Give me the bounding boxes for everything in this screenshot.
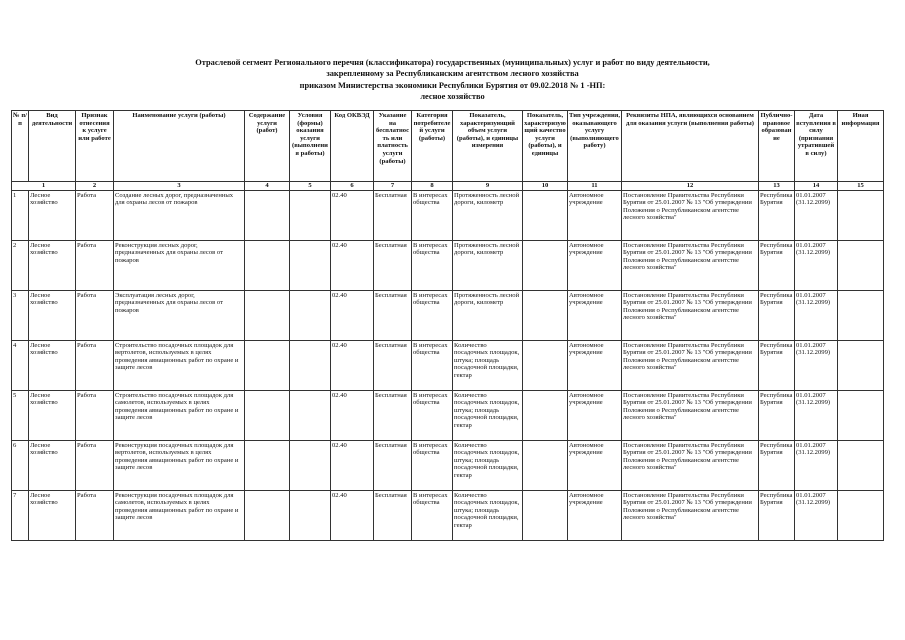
activity-type-cell: Лесное хозяйство xyxy=(29,390,76,440)
column-number-cell: 12 xyxy=(622,182,759,191)
activity-type-cell: Лесное хозяйство xyxy=(29,290,76,340)
service-conditions-cell xyxy=(290,290,331,340)
legal-basis-cell: Постановление Правительства Республики Бурятия от 25.01.2007 № 13 "Об утверждении Положения о Республиканском агентстве лесного хозяйства" xyxy=(622,290,759,340)
okved-code-cell: 02.40 xyxy=(331,490,374,540)
column-number-cell: 2 xyxy=(76,182,114,191)
activity-type-cell: Лесное хозяйство xyxy=(29,340,76,390)
service-conditions-cell xyxy=(290,190,331,240)
heading-line-3: приказом Министерства экономики Республики Бурятия от 09.02.2018 № 1 -НП: xyxy=(299,80,606,90)
institution-type-cell: Автономное учреждение xyxy=(568,390,622,440)
public-entity-cell: Республика Бурятия xyxy=(759,340,795,390)
service-content-cell xyxy=(245,340,290,390)
payment-cell: Бесплатная xyxy=(374,240,412,290)
service-conditions-cell xyxy=(290,390,331,440)
header-cell: Реквизиты НПА, являющихся основанием для оказания услуги (выполнения работы) xyxy=(622,111,759,182)
effective-date-cell: 01.01.2007 (31.12.2099) xyxy=(795,390,838,440)
column-number-cell: 15 xyxy=(838,182,884,191)
consumer-category-cell: В интересах общества xyxy=(412,240,453,290)
other-info-cell xyxy=(838,240,884,290)
column-number-cell: 6 xyxy=(331,182,374,191)
legal-basis-cell: Постановление Правительства Республики Бурятия от 25.01.2007 № 13 "Об утверждении Положения о Республиканском агентстве лесного хозяйства" xyxy=(622,440,759,490)
row-number-cell: 7 xyxy=(12,490,29,540)
service-or-work-cell: Работа xyxy=(76,240,114,290)
effective-date-cell: 01.01.2007 (31.12.2099) xyxy=(795,290,838,340)
quality-indicator-cell xyxy=(523,490,568,540)
column-number-cell: 1 xyxy=(12,182,76,191)
public-entity-cell: Республика Бурятия xyxy=(759,490,795,540)
table-row xyxy=(12,240,884,290)
volume-indicator-cell: Протяженность лесной дороги, километр xyxy=(453,290,523,340)
service-or-work-cell: Работа xyxy=(76,340,114,390)
column-number-cell: 13 xyxy=(759,182,795,191)
service-name-cell: Реконструкция посадочных площадок для самолетов, используемых в целях проведения авиационных работ по охране и защите лесов xyxy=(114,490,245,540)
heading-line-4: лесное хозяйство xyxy=(420,92,485,102)
consumer-category-cell: В интересах общества xyxy=(412,490,453,540)
payment-cell: Бесплатная xyxy=(374,340,412,390)
institution-type-cell: Автономное учреждение xyxy=(568,440,622,490)
header-cell: Наименование услуги (работы) xyxy=(114,111,245,182)
header-cell: Указание на бесплатность или платность услуги (работы) xyxy=(374,111,412,182)
service-conditions-cell xyxy=(290,440,331,490)
column-number-cell: 11 xyxy=(568,182,622,191)
table-row xyxy=(12,440,884,490)
okved-code-cell: 02.40 xyxy=(331,340,374,390)
consumer-category-cell: В интересах общества xyxy=(412,190,453,240)
service-content-cell xyxy=(245,390,290,440)
service-or-work-cell: Работа xyxy=(76,190,114,240)
column-number-cell: 7 xyxy=(374,182,412,191)
column-number-cell: 8 xyxy=(412,182,453,191)
service-content-cell xyxy=(245,490,290,540)
service-content-cell xyxy=(245,290,290,340)
column-numbers-row xyxy=(12,182,884,191)
header-cell: Показатель, характеризующий качество услуги (работы), и единицы xyxy=(523,111,568,182)
column-number-cell: 9 xyxy=(453,182,523,191)
institution-type-cell: Автономное учреждение xyxy=(568,340,622,390)
public-entity-cell: Республика Бурятия xyxy=(759,290,795,340)
volume-indicator-cell: Количество посадочных площадок, штука; площадь посадочной площадки, гектар xyxy=(453,390,523,440)
column-number-cell: 4 xyxy=(245,182,290,191)
service-name-cell: Строительство посадочных площадок для самолетов, используемых в целях проведения авиационных работ по охране и защите лесов xyxy=(114,390,245,440)
quality-indicator-cell xyxy=(523,390,568,440)
service-content-cell xyxy=(245,240,290,290)
service-name-cell: Эксплуатация лесных дорог, предназначенных для охраны лесов от пожаров xyxy=(114,290,245,340)
payment-cell: Бесплатная xyxy=(374,190,412,240)
payment-cell: Бесплатная xyxy=(374,440,412,490)
payment-cell: Бесплатная xyxy=(374,490,412,540)
row-number-cell: 2 xyxy=(12,240,29,290)
quality-indicator-cell xyxy=(523,190,568,240)
public-entity-cell: Республика Бурятия xyxy=(759,390,795,440)
institution-type-cell: Автономное учреждение xyxy=(568,290,622,340)
other-info-cell xyxy=(838,340,884,390)
volume-indicator-cell: Количество посадочных площадок, штука; площадь посадочной площадки, гектар xyxy=(453,440,523,490)
volume-indicator-cell: Протяженность лесной дороги, километр xyxy=(453,240,523,290)
service-conditions-cell xyxy=(290,340,331,390)
row-number-cell: 1 xyxy=(12,190,29,240)
public-entity-cell: Республика Бурятия xyxy=(759,240,795,290)
header-cell: № п/п xyxy=(12,111,29,182)
table-row xyxy=(12,290,884,340)
header-cell: Содержание услуги (работ) xyxy=(245,111,290,182)
activity-type-cell: Лесное хозяйство xyxy=(29,490,76,540)
header-cell: Условия (формы) оказания услуги (выполнения работы) xyxy=(290,111,331,182)
public-entity-cell: Республика Бурятия xyxy=(759,190,795,240)
consumer-category-cell: В интересах общества xyxy=(412,440,453,490)
effective-date-cell: 01.01.2007 (31.12.2099) xyxy=(795,190,838,240)
institution-type-cell: Автономное учреждение xyxy=(568,240,622,290)
header-cell: Тип учреждения, оказывающего услугу (выполняющего работу) xyxy=(568,111,622,182)
quality-indicator-cell xyxy=(523,340,568,390)
service-content-cell xyxy=(245,440,290,490)
other-info-cell xyxy=(838,440,884,490)
legal-basis-cell: Постановление Правительства Республики Бурятия от 25.01.2007 № 13 "Об утверждении Положения о Республиканском агентстве лесного хозяйства" xyxy=(622,340,759,390)
okved-code-cell: 02.40 xyxy=(331,440,374,490)
table-row xyxy=(12,190,884,240)
legal-basis-cell: Постановление Правительства Республики Бурятия от 25.01.2007 № 13 "Об утверждении Положения о Республиканском агентстве лесного хозяйства" xyxy=(622,490,759,540)
okved-code-cell: 02.40 xyxy=(331,390,374,440)
column-number-cell: 3 xyxy=(114,182,245,191)
payment-cell: Бесплатная xyxy=(374,390,412,440)
service-conditions-cell xyxy=(290,490,331,540)
volume-indicator-cell: Количество посадочных площадок, штука; площадь посадочной площадки, гектар xyxy=(453,490,523,540)
volume-indicator-cell: Протяженность лесной дороги, километр xyxy=(453,190,523,240)
institution-type-cell: Автономное учреждение xyxy=(568,190,622,240)
heading-line-1: Отраслевой сегмент Регионального перечня (классификатора) государственных (муниципальных) услуг и работ по виду деятельности, xyxy=(195,58,710,67)
column-number-cell: 10 xyxy=(523,182,568,191)
quality-indicator-cell xyxy=(523,240,568,290)
row-number-cell: 5 xyxy=(12,390,29,440)
header-cell: Вид деятельности xyxy=(29,111,76,182)
column-number-cell: 5 xyxy=(290,182,331,191)
legal-basis-cell: Постановление Правительства Республики Бурятия от 25.01.2007 № 13 "Об утверждении Положения о Республиканском агентстве лесного хозяйства" xyxy=(622,190,759,240)
row-number-cell: 6 xyxy=(12,440,29,490)
service-conditions-cell xyxy=(290,240,331,290)
row-number-cell: 4 xyxy=(12,340,29,390)
header-cell: Иная информация xyxy=(838,111,884,182)
other-info-cell xyxy=(838,190,884,240)
payment-cell: Бесплатная xyxy=(374,290,412,340)
header-cell: Показатель, характеризующий объем услуги (работы), и единицы измерения xyxy=(453,111,523,182)
service-or-work-cell: Работа xyxy=(76,290,114,340)
effective-date-cell: 01.01.2007 (31.12.2099) xyxy=(795,440,838,490)
legal-basis-cell: Постановление Правительства Республики Бурятия от 25.01.2007 № 13 "Об утверждении Положения о Республиканском агентстве лесного хозяйства" xyxy=(622,240,759,290)
other-info-cell xyxy=(838,290,884,340)
service-name-cell: Реконструкция лесных дорог, предназначенных для охраны лесов от пожаров xyxy=(114,240,245,290)
public-entity-cell: Республика Бурятия xyxy=(759,440,795,490)
activity-type-cell: Лесное хозяйство xyxy=(29,190,76,240)
quality-indicator-cell xyxy=(523,290,568,340)
table-row xyxy=(12,490,884,540)
heading-line-2: закрепленному за Республиканским агентством лесного хозяйства xyxy=(326,69,579,79)
header-cell: Дата вступления в силу (признания утратившей в силу) xyxy=(795,111,838,182)
okved-code-cell: 02.40 xyxy=(331,190,374,240)
table-header-row xyxy=(12,111,884,182)
table-row xyxy=(12,390,884,440)
column-number-cell: 14 xyxy=(795,182,838,191)
services-table xyxy=(11,110,884,541)
activity-type-cell: Лесное хозяйство xyxy=(29,240,76,290)
service-name-cell: Строительство посадочных площадок для вертолетов, используемых в целях проведения авиационных работ по охране и защите лесов xyxy=(114,340,245,390)
consumer-category-cell: В интересах общества xyxy=(412,340,453,390)
consumer-category-cell: В интересах общества xyxy=(412,390,453,440)
other-info-cell xyxy=(838,490,884,540)
service-or-work-cell: Работа xyxy=(76,440,114,490)
header-cell: Публично-правовое образование xyxy=(759,111,795,182)
service-name-cell: Создание лесных дорог, предназначенных для охраны лесов от пожаров xyxy=(114,190,245,240)
service-or-work-cell: Работа xyxy=(76,490,114,540)
service-or-work-cell: Работа xyxy=(76,390,114,440)
header-cell: Категория потребителей услуги (работы) xyxy=(412,111,453,182)
effective-date-cell: 01.01.2007 (31.12.2099) xyxy=(795,340,838,390)
effective-date-cell: 01.01.2007 (31.12.2099) xyxy=(795,240,838,290)
quality-indicator-cell xyxy=(523,440,568,490)
table-row xyxy=(12,340,884,390)
service-content-cell xyxy=(245,190,290,240)
institution-type-cell: Автономное учреждение xyxy=(568,490,622,540)
legal-basis-cell: Постановление Правительства Республики Бурятия от 25.01.2007 № 13 "Об утверждении Положения о Республиканском агентстве лесного хозяйства" xyxy=(622,390,759,440)
document-heading xyxy=(0,57,905,103)
service-name-cell: Реконструкция посадочных площадок для вертолетов, используемых в целях проведения авиационных работ по охране и защите лесов xyxy=(114,440,245,490)
effective-date-cell: 01.01.2007 (31.12.2099) xyxy=(795,490,838,540)
activity-type-cell: Лесное хозяйство xyxy=(29,440,76,490)
other-info-cell xyxy=(838,390,884,440)
header-cell: Признак отнесения к услуге или работе xyxy=(76,111,114,182)
consumer-category-cell: В интересах общества xyxy=(412,290,453,340)
header-cell: Код ОКВЭД xyxy=(331,111,374,182)
okved-code-cell: 02.40 xyxy=(331,290,374,340)
volume-indicator-cell: Количество посадочных площадок, штука; площадь посадочной площадки, гектар xyxy=(453,340,523,390)
okved-code-cell: 02.40 xyxy=(331,240,374,290)
row-number-cell: 3 xyxy=(12,290,29,340)
